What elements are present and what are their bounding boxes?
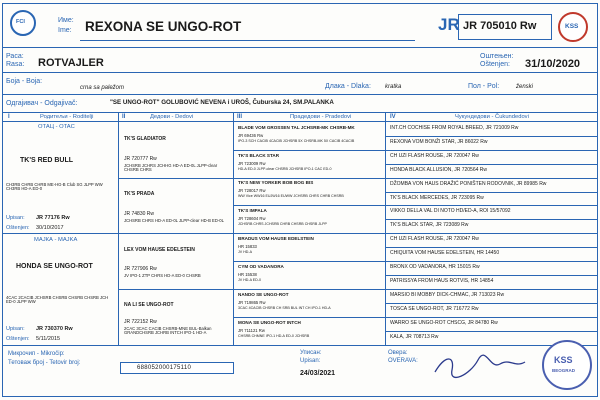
sire-label: ОТАЦ - OTAC <box>38 124 75 130</box>
gggp-entry: MARSIO BI MOBBY DICK-CHMAC, JR 713023 Rw <box>390 292 505 298</box>
gggp-entry: TOSCA SE UNGO-ROT, JR 716772 Rw <box>390 306 479 312</box>
ggp-name: MONA SE UNGO-ROT INTCH <box>238 320 301 325</box>
ggp-divider <box>233 150 385 151</box>
signature <box>430 350 530 380</box>
kss-stamp <box>542 340 592 390</box>
col-num-4: IV <box>390 114 396 120</box>
ggp-divider <box>233 317 385 318</box>
breeder-divider <box>2 112 598 113</box>
ggp-name: TK'S BLACK STAR <box>238 153 280 158</box>
ggp-titles: HD-A ED-0 JLPP-clear CHSRB JCHSRB IPO-1 CAC ED-0 <box>238 167 332 171</box>
ggp-name: TK'S NEW YORKER BOB BOG BIS <box>238 180 314 185</box>
ggp-titles: WW Vice WW16 EUJW16 EUWW JCHSRB CHRS CHRB CHSRB <box>238 194 344 198</box>
header-divider <box>2 47 598 48</box>
microchip-label: Микрочип - Mikročip: <box>8 351 65 357</box>
gggp-divider <box>385 192 598 193</box>
ggp-reg: JR 723009 Rw <box>238 161 266 166</box>
name-label-latin: Ime: <box>58 27 72 34</box>
gggp-divider <box>385 219 598 220</box>
breeder-label: Одгајивач - Odgajivač: <box>6 100 78 107</box>
fci-logo-text: FCI <box>16 19 25 25</box>
ggp-titles: JV HD-A ED-0 <box>238 278 261 282</box>
gp-reg: JR 727906 Rw <box>124 266 157 272</box>
ggp-titles: JV HD-A <box>238 250 252 254</box>
sire-name: TK'S RED BULL <box>20 157 73 164</box>
ggp-titles: 3CAC 4CACIB CHSRB CH SRB BUL INT CH IPO-1 HD-A <box>238 306 331 310</box>
col-title-1: Родитељи - Roditelji <box>40 114 94 120</box>
gggp-entry: CH UZI FLASH ROUSE, JR 720047 Rw <box>390 153 479 159</box>
gggp-divider <box>385 289 598 290</box>
ggp-name: BRADUS VOM HAUSE EDELSTEIN <box>238 236 314 241</box>
sex-label: Пол - Pol: <box>468 83 500 90</box>
gggp-divider <box>385 164 598 165</box>
whelped-label-latin: Oštenjen: <box>480 61 510 68</box>
registered-date: 24/03/2021 <box>300 370 336 377</box>
gggp-entry: TK'S BLACK MERCEDES, JR 723095 Rw <box>390 195 484 201</box>
ggp-titles: IPO-3 SCH CACIB 4CACIB JCHSRB 5X CHSRB-MK 5X CACIB 4CACIB <box>238 139 355 143</box>
sire-reg: JR 77176 Rw <box>36 215 70 221</box>
gggp-entry: KALA, JR 708713 Rw <box>390 334 439 340</box>
dam-titles: 4CAC 2CACIB JCHSRB CHSRB CHSRB CHSRB JCH ED-0 JLPP WW <box>6 295 109 305</box>
ggp-divider <box>233 205 385 206</box>
col-sep-2 <box>233 112 234 345</box>
gggp-entry: INT.CH COCHISE FROM ROYAL BREED, JR 721009 Rw <box>390 125 519 131</box>
gp-titles: JV IPO-1 ZTP CHRS HD-A ED-0 CHSRB <box>124 273 201 278</box>
approval-label-latin: OVERAVA: <box>388 358 418 364</box>
footer-divider <box>2 345 598 346</box>
coat-value: kratka <box>385 84 402 90</box>
gggp-divider <box>385 275 598 276</box>
kss-logo-text: KSS <box>565 23 579 30</box>
ggp-titles: JCHSRB CHRS JCHSRB CHRB CHSRB CHSRB JLPP <box>238 222 327 226</box>
dam-label: МАЈКА - MAJKA <box>34 237 78 243</box>
gp-reg: JR 720777 Rw <box>124 156 157 162</box>
gggp-divider <box>385 331 598 332</box>
gggp-entry: PATRISSYA FROM HAUS ROTVIS, HR 14854 <box>390 278 494 284</box>
dam-name: HONDA SE UNGO-ROT <box>16 263 93 270</box>
ggp-reg: JR 728604 Rw <box>238 216 266 221</box>
name-label: Име: <box>58 17 74 24</box>
gggp-divider <box>385 205 598 206</box>
gp-reg: JR 74830 Rw <box>124 211 155 217</box>
tattoo-label: Тетоваж број - Tetovir broj: <box>8 360 81 366</box>
gp-name: TK'S GLADIATOR <box>124 136 166 142</box>
col-num-2: II <box>122 114 126 120</box>
gp-divider-3 <box>118 289 233 290</box>
breed-label: Раса: <box>6 53 24 60</box>
gp-titles: JCHSRB JCHRS JCHHG HD-A ED-0L JLPP-clear CHSRB CHRS <box>124 163 218 173</box>
color-label: Боја - Boja: <box>6 78 43 85</box>
ggp-reg: HR 15833 <box>238 244 257 249</box>
stamp-text: KSS <box>554 355 573 365</box>
gp-titles: 2CAC 3CAC CACIB CHSRB-MNE BUL-Balkan GRANDCHSRB JCHRB INTCH IPO-1 HD-A <box>124 326 212 336</box>
breed-value: ROTVAJLER <box>38 57 104 69</box>
dog-name: REXONA SE UNGO-ROT <box>85 19 242 34</box>
ggp-divider <box>233 233 385 234</box>
breeder-value: "SE UNGO-ROT" GOLUBOVIĆ NEVENA i UROŠ, Čuburska 24, SM.PALANKA <box>110 99 334 106</box>
ggp-divider <box>233 261 385 262</box>
gggp-entry: DŽOMBA VON HAUS DRAŽIĆ PONIŠTEN RODOVNIK, JR 89985 Rw <box>390 181 547 187</box>
breed-label-latin: Rasa: <box>6 61 25 68</box>
ggp-reg: JR 719865 Rw <box>238 300 266 305</box>
approval-label: Овера: <box>388 350 408 356</box>
gggp-divider <box>385 178 598 179</box>
coat-label: Длака - Dlaka: <box>325 83 371 90</box>
gp-divider-1 <box>118 178 233 179</box>
sire-upisan-label: Upisan: <box>6 215 25 221</box>
gggp-entry: VIKKO DELLA VAL DI NOTO HD/ED-A, ROI 15/57092 <box>390 208 511 214</box>
gp-reg: JR 722152 Rw <box>124 319 157 325</box>
col-num-3: III <box>237 114 243 120</box>
color-divider <box>2 94 598 95</box>
col-num-1: I <box>8 114 10 120</box>
gp-name: NA LI SE UNGO-ROT <box>124 302 174 308</box>
dam-date-label: Oštenjen: <box>6 336 30 342</box>
ggp-name: BLADE VOM GROSSEN TAL JCHSRB-MK CHSRB-MK <box>238 125 355 130</box>
col-sep-1 <box>118 112 119 345</box>
col-title-4: Чукундедови - Čukundedovi <box>455 114 529 120</box>
ggp-reg: JR 728017 Rw <box>238 188 266 193</box>
gp-name: TK'S PRADA <box>124 191 155 197</box>
jr-prefix: JR <box>438 15 460 34</box>
gp-divider-2 <box>118 233 233 234</box>
column-header-divider <box>2 121 598 122</box>
sire-date: 30/10/2017 <box>36 225 64 231</box>
stamp-subtext: BEOGRAD <box>552 368 576 373</box>
ggp-reg: JR 69436 Rw <box>238 133 264 138</box>
ggp-divider <box>233 178 385 179</box>
gggp-divider <box>385 303 598 304</box>
ggp-name: NANDO SE UNGO-ROT <box>238 292 289 297</box>
gggp-divider <box>385 150 598 151</box>
sire-date-label: Oštenjen: <box>6 225 30 231</box>
gggp-divider <box>385 247 598 248</box>
col-title-3: Прадедови - Pradedovi <box>290 114 352 120</box>
gggp-divider <box>385 317 598 318</box>
whelped-label: Оштењен: <box>480 53 514 60</box>
ggp-divider <box>233 289 385 290</box>
microchip-value: 688052000175110 <box>137 365 192 371</box>
gggp-entry: BRONX OD VADANORA, HR 15015 Rw <box>390 264 480 270</box>
jr-number: JR 705010 Rw <box>463 20 537 32</box>
gggp-divider <box>385 261 598 262</box>
ggp-name: CYM OD VADANORA <box>238 264 284 269</box>
kss-logo <box>558 12 588 42</box>
color-value: crna sa paležom <box>80 85 125 91</box>
sire-titles: CH3RB CHRB CHRB ME-HG-B Club SG JLPP WW CH3RB HD-A ED-0 <box>6 182 103 192</box>
col-sep-3 <box>385 112 386 345</box>
gggp-entry: HONDA BLACK ALLUSION, JR 720564 Rw <box>390 167 487 173</box>
sex-value: ženski <box>516 84 534 90</box>
whelped-value: 31/10/2020 <box>525 58 581 70</box>
registered-label-latin: Upisan: <box>300 358 321 364</box>
gggp-divider <box>385 136 598 137</box>
breed-divider <box>2 72 598 73</box>
dam-upisan-label: Upisan: <box>6 326 25 332</box>
ggp-reg: JR 711121 Rw <box>238 328 265 333</box>
registered-label: Уписан: <box>300 350 322 356</box>
gggp-entry: WARRO SE UNGO-ROT CHSCG, JR 84780 Rw <box>390 320 498 326</box>
dam-date: 5/11/2015 <box>36 336 61 342</box>
gggp-entry: CH UZI FLASH ROUSE, JR 720047 Rw <box>390 236 479 242</box>
ggp-titles: CHSRB CHMNE IPO-1 HD-A ED-0 JCHSRB <box>238 334 310 338</box>
dam-reg: JR 730370 Rw <box>36 326 73 332</box>
ggp-reg: HR 15538 <box>238 272 257 277</box>
gggp-entry: TK'S BLACK STAR, JR 723089 Rw <box>390 222 469 228</box>
gggp-entry: CHIQUITA VOM HAUSE EDELSTEIN, HR 14450 <box>390 250 500 256</box>
gggp-divider <box>385 233 598 234</box>
fci-logo <box>10 10 36 36</box>
gp-name: LEX VOM HAUSE EDELSTEIN <box>124 247 195 253</box>
gggp-entry: REXONA VOM BONŽI STAR, JR 86022 Rw <box>390 139 488 145</box>
gp-titles: JCHSRB CHRS HD-A ED-0L JLPP-clear HD-B ED-0L <box>124 218 224 223</box>
ggp-name: TK'S IMPALA <box>238 208 267 213</box>
col-title-2: Дедови - Dedovi <box>150 114 194 120</box>
parent-divider <box>2 233 118 234</box>
